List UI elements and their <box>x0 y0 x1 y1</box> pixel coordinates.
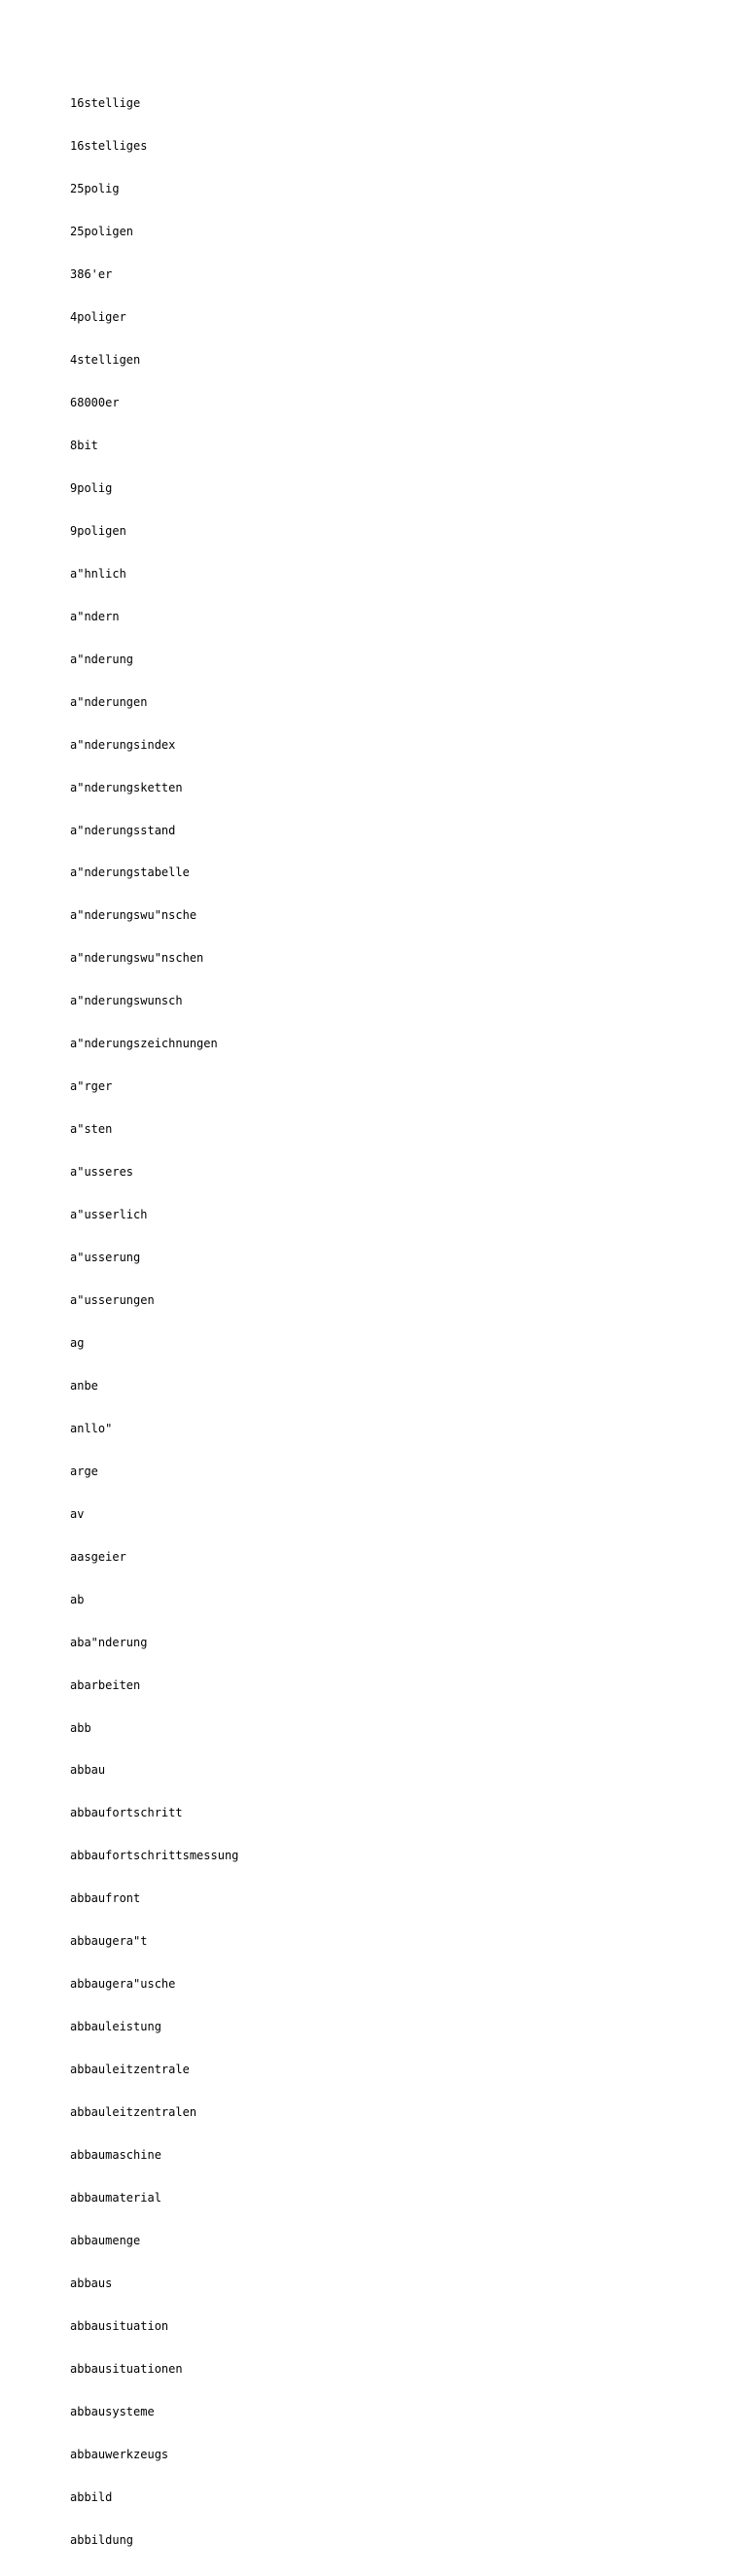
list-item: abbaumaschine <box>70 2148 161 2163</box>
list-item: 25polig <box>70 182 120 196</box>
list-item: abbauleitzentrale <box>70 2063 190 2077</box>
list-item: a"usserungen <box>70 1293 155 1307</box>
list-item: a"nderungswu"nschen <box>70 951 204 966</box>
list-item: aasgeier <box>70 1549 126 1564</box>
list-item: 4stelligen <box>70 353 141 368</box>
list-item: abbausituationen <box>70 2361 183 2376</box>
list-item: a"nderungszeichnungen <box>70 1037 218 1051</box>
list-item: a"nderungswu"nsche <box>70 908 197 923</box>
list-item: abbaumaterial <box>70 2191 161 2205</box>
list-item: ag <box>70 1335 85 1350</box>
list-item: abbaufortschrittsmessung <box>70 1849 239 1863</box>
list-item: abbauleistung <box>70 2020 161 2034</box>
list-item: 4poliger <box>70 310 126 325</box>
list-item: 16stellige <box>70 96 141 111</box>
list-item: a"nderungswunsch <box>70 994 183 1008</box>
list-item: 9polig <box>70 480 113 495</box>
list-item: av <box>70 1506 85 1521</box>
list-item: a"rger <box>70 1079 113 1094</box>
list-item: ab <box>70 1592 85 1606</box>
list-item: abbausituation <box>70 2318 169 2333</box>
list-item: a"usserlich <box>70 1208 148 1222</box>
list-item: abbaufortschritt <box>70 1806 183 1820</box>
list-item: a"nderungsstand <box>70 823 176 837</box>
list-item: abbaugera"usche <box>70 1977 176 1992</box>
list-item: 8bit <box>70 438 98 452</box>
list-item: abbau <box>70 1763 106 1778</box>
list-item: 68000er <box>70 395 120 409</box>
list-item: a"nderungsindex <box>70 737 176 752</box>
list-item: abbausysteme <box>70 2404 155 2418</box>
list-item: abbildung <box>70 2532 134 2547</box>
list-item: a"nderung <box>70 652 134 666</box>
list-item: abbauwerkzeugs <box>70 2447 169 2461</box>
list-item: abbauleitzentralen <box>70 2105 197 2120</box>
list-item: 16stelliges <box>70 139 148 154</box>
list-item: anbe <box>70 1378 98 1393</box>
list-item: abbild <box>70 2489 113 2504</box>
list-item: abb <box>70 1720 91 1735</box>
list-item: a"sten <box>70 1122 113 1137</box>
list-item: a"ndern <box>70 609 120 623</box>
list-item: a"nderungsketten <box>70 780 183 794</box>
list-item: a"nderungstabelle <box>70 865 190 880</box>
list-item: aba"nderung <box>70 1635 148 1649</box>
list-item: anllo" <box>70 1421 113 1435</box>
list-item: arge <box>70 1464 98 1478</box>
list-item: abarbeiten <box>70 1677 141 1692</box>
list-item: a"hnlich <box>70 566 126 581</box>
list-item: abbaumenge <box>70 2233 141 2247</box>
word-list <box>70 68 238 2576</box>
list-item: a"nderungen <box>70 694 148 709</box>
list-item: 25poligen <box>70 225 134 239</box>
list-item: a"usserung <box>70 1251 141 1265</box>
list-item: abbaugera"t <box>70 1934 148 1949</box>
list-item: abbaufront <box>70 1891 141 1906</box>
list-item: 386'er <box>70 267 113 282</box>
list-item: a"usseres <box>70 1165 134 1180</box>
list-item: abbaus <box>70 2276 113 2290</box>
list-item: 9poligen <box>70 523 126 538</box>
